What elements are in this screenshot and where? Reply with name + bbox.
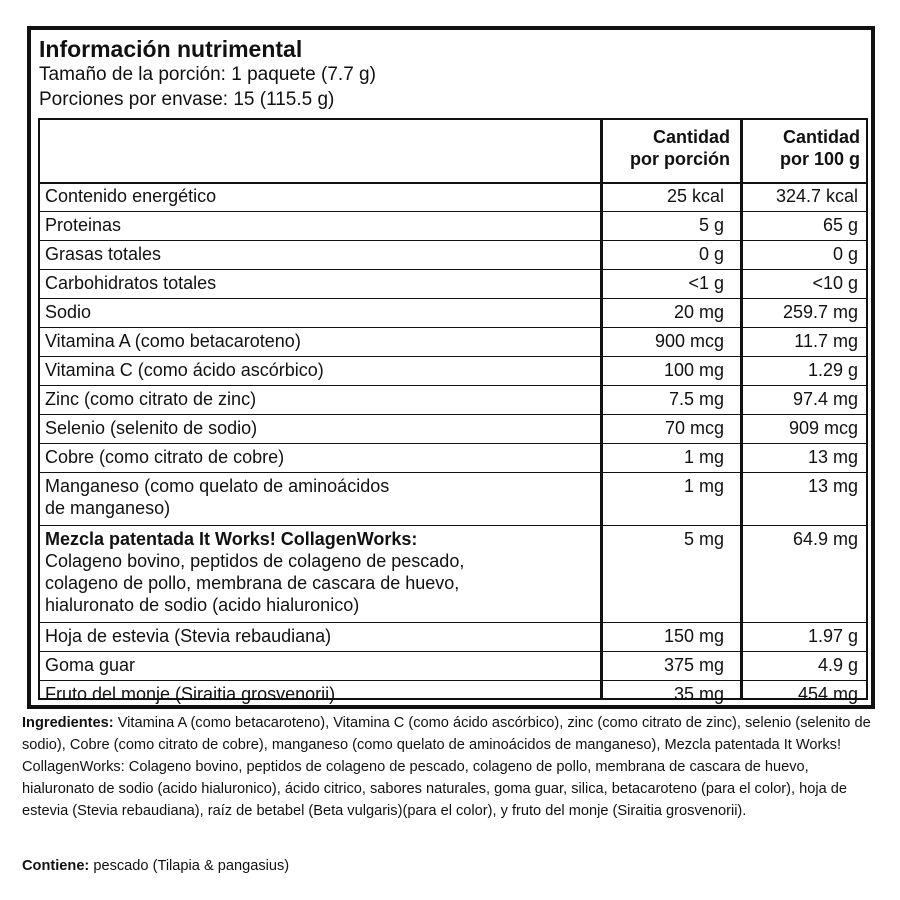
per-100g-value: 1.97 g [807, 626, 858, 646]
nutrient-name: Zinc (como citrato de zinc) [45, 389, 257, 409]
nutrient-name [45, 528, 595, 616]
panel-header [39, 36, 376, 112]
nutrient-table [38, 118, 868, 704]
per-serving-value: 5 mg [683, 529, 724, 549]
nutrient-name: Proteinas [45, 215, 122, 235]
nutrient-name-bold: Mezcla patentada It Works! CollagenWorks: [45, 529, 418, 549]
per-100g-value: 97.4 mg [792, 389, 858, 409]
nutrition-facts-panel [27, 26, 875, 709]
per-serving-value: 150 mg [663, 626, 724, 646]
per-serving-value: 20 mg [673, 302, 724, 322]
table-row [40, 327, 866, 357]
per-100g-value: 1.29 g [807, 360, 858, 380]
ingredients-list: Vitamina A (como betacaroteno), Vitamina C (como ácido ascórbico), zinc (como citrato de zinc), selenio (selenito de sodio), Cobre (como citrato de cobre), manganeso (como quelato de aminoácidos de manganeso), Mezcla patentada It Works! CollagenWorks: Colageno bovino, peptidos de colageno de pescado, colageno de pollo, membrana de cascara de huevo, hialuronato de sodio (acido hialuronico), ácido citrico, sabores naturales, goma guar, silica, betacaroteno (para el color), hoja de estevia (Stevia rebaudiana), raíz de betabel (Beta vulgaris)(para el color), y fruto del monje (Siraitia grosvenorii). [22, 715, 871, 819]
table-row [40, 414, 866, 444]
nutrient-name: Carbohidratos totales [45, 273, 217, 293]
panel-title: Información nutrimental [39, 36, 303, 62]
servings-per-container: Porciones por envase: 15 (115.5 g) [39, 89, 335, 110]
nutrient-name: Fruto del monje (Siraitia grosvenorii) [45, 684, 336, 704]
contains-label: Contiene: [22, 858, 90, 874]
ingredients-label: Ingredientes: [22, 715, 114, 731]
per-serving-value: 70 mcg [664, 418, 724, 438]
nutrient-name: Goma guar [45, 655, 136, 675]
allergen-statement [22, 856, 289, 876]
per-100g-value: 4.9 g [817, 655, 858, 675]
nutrient-name: Sodio [45, 302, 92, 322]
nutrient-name: Vitamina C (como ácido ascórbico) [45, 360, 324, 380]
per-100g-value: 13 mg [807, 476, 858, 496]
per-100g-value: 909 mcg [788, 418, 858, 438]
nutrient-name: Contenido energético [45, 186, 217, 206]
table-row [40, 651, 866, 681]
per-100g-value: 259.7 mg [782, 302, 858, 322]
per-100g-value: 65 g [822, 215, 858, 235]
per-100g-value: <10 g [812, 273, 858, 293]
table-row [40, 525, 866, 623]
per-serving-value: 5 g [698, 215, 724, 235]
contains-list: pescado (Tilapia & pangasius) [89, 858, 290, 874]
per-serving-value: 900 mcg [654, 331, 724, 351]
nutrient-name: Grasas totales [45, 244, 162, 264]
per-serving-value: <1 g [688, 273, 724, 293]
table-row [40, 240, 866, 270]
nutrient-name-line: Colageno bovino, peptidos de colageno de pescado, [45, 551, 465, 571]
per-serving-value: 100 mg [663, 360, 724, 380]
table-row [40, 680, 866, 709]
per-100g-header: Cantidad por 100 g [779, 127, 860, 169]
nutrient-name [45, 475, 595, 519]
per-100g-value: 454 mg [797, 684, 858, 704]
table-row [40, 356, 866, 386]
per-serving-value: 0 g [698, 244, 724, 264]
nutrient-name-line: colageno de pollo, membrana de cascara de huevo, [45, 573, 460, 593]
per-serving-value: 35 mg [673, 684, 724, 704]
table-row [40, 443, 866, 473]
nutrient-name-line: de manganeso) [45, 498, 171, 518]
per-serving-header: Cantidad por porción [630, 127, 730, 169]
table-row [40, 182, 866, 212]
per-100g-value: 324.7 kcal [775, 186, 858, 206]
table-row [40, 385, 866, 415]
table-row [40, 269, 866, 299]
nutrient-name: Selenio (selenito de sodio) [45, 418, 258, 438]
table-row [40, 298, 866, 328]
table-row [40, 472, 866, 526]
per-100g-value: 64.9 mg [792, 529, 858, 549]
table-row [40, 622, 866, 652]
per-serving-value: 25 kcal [666, 186, 724, 206]
table-row [40, 211, 866, 241]
serving-size: Tamaño de la porción: 1 paquete (7.7 g) [39, 64, 376, 85]
nutrient-name: Cobre (como citrato de cobre) [45, 447, 285, 467]
ingredients-text [22, 712, 877, 822]
per-serving-value: 375 mg [663, 655, 724, 675]
nutrient-name-line: Manganeso (como quelato de aminoácidos [45, 476, 390, 496]
per-100g-value: 13 mg [807, 447, 858, 467]
table-header-row [40, 120, 866, 184]
nutrient-name-line: hialuronato de sodio (acido hialuronico) [45, 595, 360, 615]
per-100g-value: 0 g [832, 244, 858, 264]
per-100g-value: 11.7 mg [794, 331, 858, 351]
per-serving-value: 1 mg [683, 447, 724, 467]
per-serving-value: 1 mg [683, 476, 724, 496]
nutrient-name: Vitamina A (como betacaroteno) [45, 331, 301, 351]
per-serving-value: 7.5 mg [668, 389, 724, 409]
nutrient-name: Hoja de estevia (Stevia rebaudiana) [45, 626, 332, 646]
